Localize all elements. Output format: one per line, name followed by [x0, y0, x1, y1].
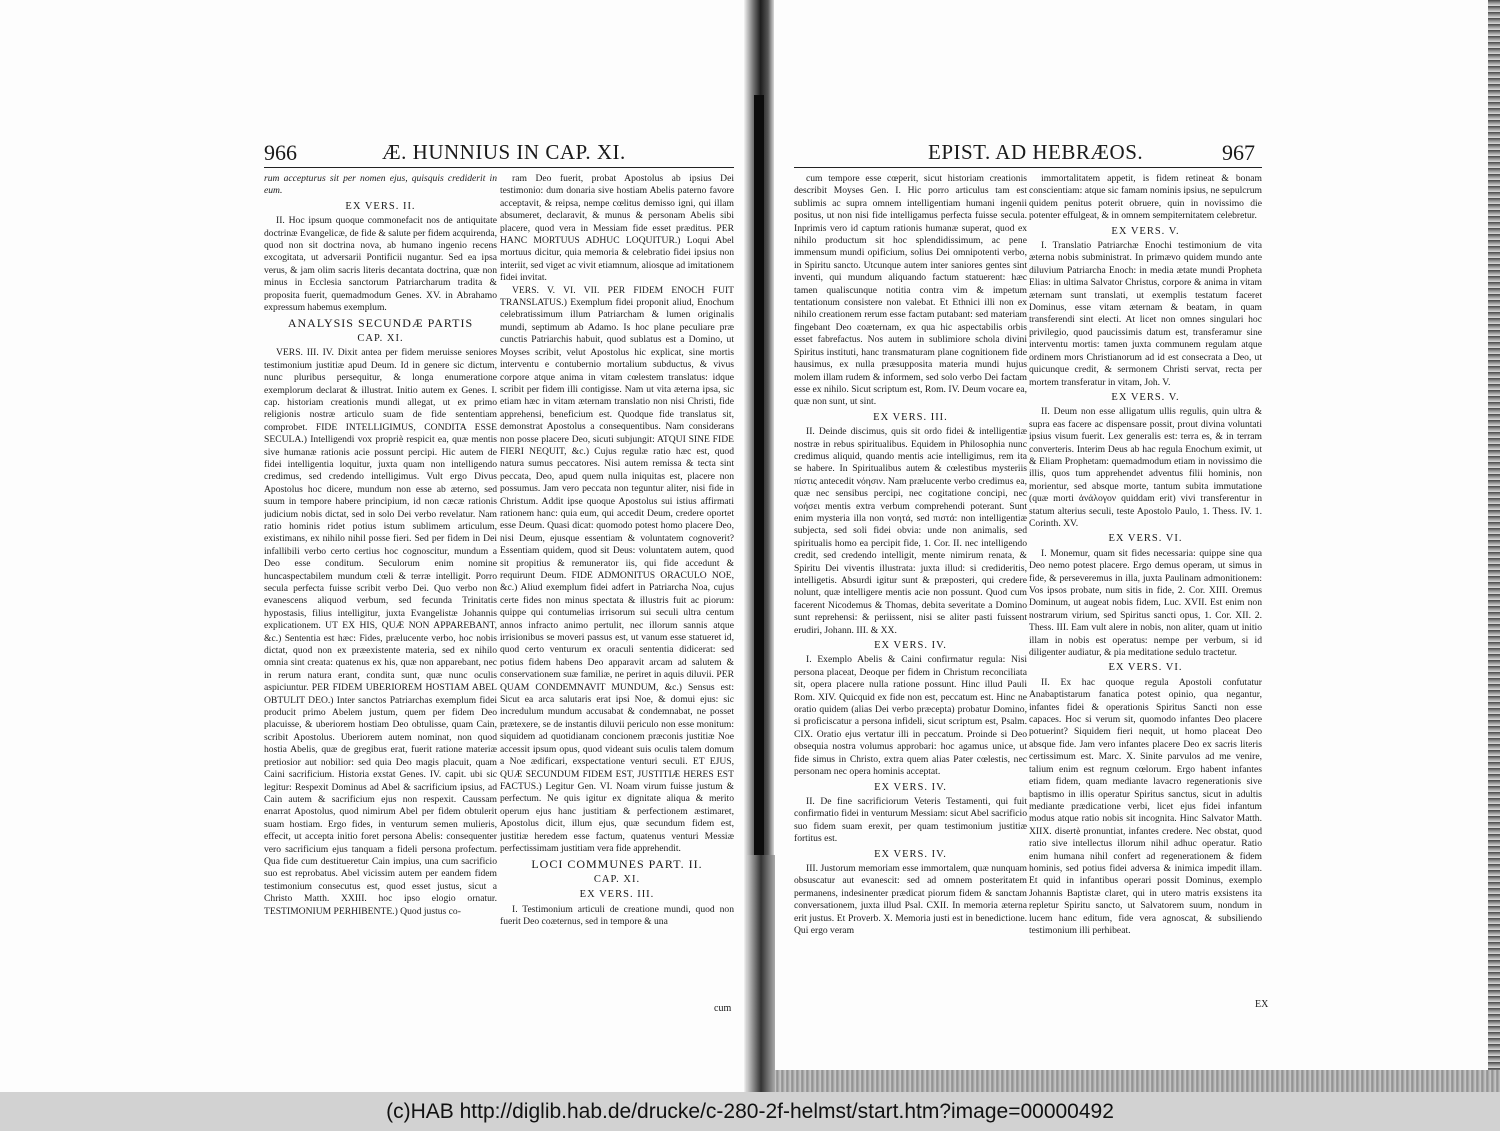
left-page-number: 966 — [264, 140, 297, 165]
left-page-column-2 — [500, 173, 734, 1003]
paragraph: ram Deo fuerit, probat Apostolus ab ipsius Dei testimonio: dum donaria sive hostiam Abelis paterno favore acceptavit, & reipsa, nempe cœlitus demisso igni, qui illam absumeret, declaravit, & munus & personam Abelis sibi placere, quod vera in Messiam fide esset præditus. PER HANC MORTUUS ADHUC LOQUITUR.) Loqui Abel mortuus dicitur, quia memoria & celebratio fidei ipsius non interiit, sed viget ac vivit etiamnum, aliosque ad imitationem fidei invitat. — [500, 173, 734, 284]
section-heading: EX VERS. III. — [873, 411, 948, 423]
section-heading: EX VERS. VI. — [1108, 662, 1183, 674]
paragraph: II. Hoc ipsum quoque commonefacit nos de antiquitate doctrinæ Evangelicæ, de fide & salute per fidem acquirenda, quod non sit doctrina nova, ab humano ingenio recens excogitata, ut adversarii Pontificii nugantur. Sed ea ipsa verus, & jam olim sacris literis decantata doctrina, quæ non minus in Ecclesia sanctorum Patriarcharum tradita & proposita fuerit, quemadmodum Genes. XV. in Abrahamo expressum habemus exemplum. — [264, 215, 497, 314]
paragraph: cum tempore esse cœperit, sicut historiam creationis describit Moyses Gen. I. Hic porro articulus tam est sublimis ac supra omnem intelligentiam humani ingenii positus, ut non nisi fide intelligamus perfecta fuisse secula. Inprimis vero id captum rationis humanæ superat, quod ex nihilo productum sit hoc splendidissimum, ac pene immensum mundi opificium, solius Dei omnipotenti verbo, in Spiritu sancto. Utcunque autem inter saniores gentes sint inventi, qui mundum aliquando factum statuerent: hæc tamen qualiscunque notitia contra vim & impetum tentationum consistere non valebat. Et Ethnici illi non ex nihilo creationem rerum esse factam putabant: sed materiam fingebant Deo coæternam, ex qua hic aspectabilis orbis esset fabrefactus. Nos autem in sublimiore schola divini Spiritus instituti, hanc transmaturam plane cognitionem fide hausimus, ex nulla præsupposita materia mundi hujus molem illam rudem & informem, sed solo verbo Dei factam esse ex nihilo. Sicut scriptum est, Rom. IV. Deum vocare ea, quæ non sunt, ut sint. — [794, 173, 1027, 408]
section-heading: ANALYSIS SECUNDÆ PARTIS — [287, 316, 474, 331]
paragraph: III. Justorum memoriam esse immortalem, quæ nunquam obsuscatur aut evanescit: sed ad omnem posteritatem permanens, indesinenter prædicat piorum fidem & sanctam conversationem, juxta illud Psal. CXII. In memoria æterna erit justus. Et Proverb. X. Memoria justi est in benedictione. Qui ergo veram — [794, 862, 1027, 936]
book-gutter-foot — [747, 855, 775, 1092]
paragraph: II. De fine sacrificiorum Veteris Testamenti, qui fuit confirmatio fidei in venturum Messiam: sicut Abel sacrificio suo fidem suam erexit, per quam testimonium justitiæ fortitus est. — [794, 795, 1027, 845]
right-page-column-2 — [1029, 173, 1262, 998]
paragraph: I. Translatio Patriarchæ Enochi testimonium de vita æterna nobis subministrat. In primævo quidem mundo ante diluvium Patriarcha Enoch: in media ætate mundi Propheta Elias: in ultima Salvator Christus, corpore & anima in vitam æternam sunt translati, ut exemplis testatum faceret Dominus, esse vitam æternam & beatam, in quam transferendi sint electi. At licet non omnes singulari hoc privilegio, quod paucissimis datum est, transferamur sine interventu mortis: tamen juxta communem regulam atque ordinem mors Christianorum ad id est consecrata a Deo, ut quicunque credit, & sermonem Christi servat, recta per mortem transferatur in vitam, Joh. V. — [1029, 240, 1262, 388]
paragraph: II. Ex hac quoque regula Apostoli confutatur Anabaptistarum fanatica potest opinio, qua negantur, infantes fidei & operationis Spiritus Sancti non esse capaces. Hoc si verum sit, quomodo infantes Deo placere potuerint? Siquidem fieri nequit, ut homo placeat Deo absque fide. Jam vero infantes placere Deo ex sacris literis certissimum est. Marc. X. Sinite parvulos ad me venire, talium enim est regnum cœlorum. Ergo habent infantes etiam fidem, quam mediante lavacro regenerationis sive baptismo in illis operatur Spiritus sanctus, sicut in adultis mediante prædicatione verbi, licet ejus fidei infantum modus atque ratio nobis sit incognita. Hinc Salvator Matth. XIIX. disertè pronuntiat, infantes credere. Nec obstat, quod ratio sive intellectus illorum nihil adhuc operatur. Ratio enim humana nihil confert ad regenerationem & fidem hominis, sed potius fidei adversa & inimica impedit illam. Et quid in infantibus operari possit Dominus, exemplo Johannis Baptistæ claret, qui in utero matris exsistens ita repletur Spiritu sancto, ut Salvatorem suum, nondum in lucem hanc editum, fide vera agnoscat, & subsiliendo testimonium illi perhibeat. — [1029, 676, 1262, 936]
paragraph: II. Deinde discimus, quis sit ordo fidei & intelligentiæ nostræ in rebus spiritualibus. Equidem in Philosophia nunc credimus aliquid, quando mentis acie intelligimus, rem ita se habere. In Spiritualibus autem & cœlestibus mysteriis πίστις antecedit νόησιν. Nam prælucente verbo credimus ea, quæ nec sensibus percipi, nec cogitatione concipi, nec νοήσει mentis extra verbum comprehendi poterant. Sunt enim mysteria illa non νοητά, sed πιστά: non intelligentiæ subjecta, sed soli fidei obvia: unde non animalis, sed spiritualis homo ea percipit fide, 1. Cor. II. nec intelligendo credit, sed credendo intelligit, mente nimirum renata, & Spiritu Dei viventis illustrata: juxta illud: si credideritis, intelligetis. Absurdi igitur sunt & præposteri, qui credere nolunt, quæ intelligere mentis acie non possunt. Quod cum facerent Nicodemus & Thomas, debita severitate a Domino sunt reprehensi: & periissent, nisi se aliter pasti fuissent erudiri, Johann. III. & XX. — [794, 426, 1027, 636]
italic-line: rum accepturus sit per nomen ejus, quisquis crediderit in eum. — [264, 173, 497, 197]
section-heading: EX VERS. V. — [1111, 391, 1180, 403]
paragraph: I. Monemur, quam sit fides necessaria: quippe sine qua Deo nemo potest placere. Ergo demus operam, ut simus in fide, & perseveremus in illa, juxta Paulinam admonitionem: Vos ipsos probate, num sitis in fide, 2. Cor. XIII. Oremus Dominum, ut augeat nobis fidem, Luc. XVII. Est enim non nostrarum virium, sed Spiritus sancti opus, 1. Cor. XII. 2. Thess. III. Eam vult alere in nobis, non aliter, quam ut initio illam in nobis est operatus: nempe per verbum, si id diligenter audiatur, & pia meditatione sedulo tractetur. — [1029, 547, 1262, 659]
paragraph: I. Exemplo Abelis & Caini confirmatur regula: Nisi persona placeat, Deoque per fidem in Christum reconciliata sit, opera placere nulla ratione possunt. Hinc illud Pauli Rom. XIV. Quicquid ex fide non est, peccatum est. Hinc ne oratio quidem (alias Dei verbo præcepta) probatur Domino, si proficiscatur a persona infideli, sicut scriptum est, Psalm. CIX. Oratio ejus vertatur illi in peccatum. Proinde si Deo obsequia nostra volumus approbari: hoc agamus unice, ut fide simus in Christo, extra quem alias Pater cœlestis, nec personam nec opera hominis acceptat. — [794, 654, 1027, 778]
section-heading: EX VERS. V. — [1111, 225, 1180, 237]
paragraph: VERS. III. IV. Dixit antea per fidem meruisse seniores testimonium justitiæ apud Deum. Id in genere sic dictum, nunc pluribus persequitur, & longa enumeratione exemplorum declarat & illustrat. Initio autem ex Genes. I. cap. historiam creationis mundi allegat, ut ex primo religionis nostræ articulo suam de fide sententiam comprobet. FIDE INTELLIGIMUS, CONDITA ESSE SECULA.) Intelligendi vox propriè respicit ea, quæ mentis sive humanæ rationis acie possunt percipi. Hic autem de fidei intelligentia loquitur, juxta quam non intelligendo credimus, sed credendo intelligimus. Vult ergo Divus Apostolus hoc dicere, mundum non esse ab æterno, sed suum in tempore habere principium, id non cæcæ rationis judicium nobis dictat, sed in solo Dei verbo revelatur. Nam ratio hominis ridet potius istum sublimem articulum, existimans, ex nihilo nihil posse fieri. Sed per fidem in Dei infallibili verbo certo certius hoc cognoscitur, mundum a Deo esse conditum. Seculorum enim nomine huncaspectabilem mundum cœli & terræ intelligit. Porro secula perfecta fuisse scribit verbo Dei. Quo verbo non evanescens aliquod verbum, sed fecunda Trinitatis hypostasis, filius intelligitur, juxta Evangelistæ Johannis explicationem. UT EX HIS, QUÆ NON APPAREBANT, &c.) Sententia est hæc: Fides, prælucente verbo, hoc nobis dictat, quod non ex præexistente materia, sed ex nihilo omnia sint creata: quatenus ex his, quæ non apparebant, nec in rerum natura erant, condita sunt, quæ nunc oculis aspiciuntur. PER FIDEM UBERIOREM HOSTIAM ABEL OBTULIT DEO.) Inter sanctos Patriarchas exemplum fidei producit primo Abelem justum, quem per fidem Deo placuisse, & uberiorem hostiam Deo obtulisse, quam Cain, scribit Apostolus. Uberiorem autem nominat, non quod hostia Abelis, quæ de gregibus erat, fuerit ratione materiæ pretiosior aut nobilior: sed quia Deo magis placuit, quam Caini sacrificium. Historia exstat Genes. IV. capit. ubi sic legitur: Respexit Dominus ad Abel & sacrificium ipsius, ad Cain autem & sacrificium ejus non respexit. Caussam enarrat Apostolus, quod nimirum Abel per fidem obtulerit suam hostiam. Ergo fides, in venturum semen mulieris, effecit, ut accepta initio foret persona Abelis: consequenter vero sacrificium ejus tanquam a fideli persona profectum. Qua fide cum destitueretur Cain impius, una cum sacrificio suo est reprobatus. Abel vicissim autem per eandem fidem testimonium consecutus est, quod esset justus, sicut a Christo Matth. XXIII. hoc ipso elogio ornatur. TESTIMONIUM PERHIBENTE.) Quod justus co- — [264, 347, 497, 917]
paragraph: I. Testimonium articuli de creatione mundi, quod non fuerit Deo coæternus, sed in tempore & una — [500, 903, 734, 927]
page-edge-right — [1488, 0, 1500, 1092]
right-page-number: 967 — [1222, 140, 1255, 165]
section-heading: CAP. XI. — [357, 332, 404, 344]
right-running-head: EPIST. AD HEBRÆOS. — [928, 140, 1144, 164]
paragraph: VERS. V. VI. VII. PER FIDEM ENOCH FUIT TRANSLATUS.) Exemplum fidei proponit aliud, Enochum celebratissimum illum Patriarcham & lumen originalis mundi, septimum ab Adamo. Is hoc plane peculiare præ cunctis Patriarchis habuit, quod sublatus est a Domino, ut Moyses scribit, velut Apostolus hic explicat, sine mortis interventu e contubernio mortalium subductus, & vivus corpore atque anima in vitam cœlestem translatus: idque scribit per fidem illi contigisse. Nam ut vita æterna ipsa, sic etiam hæc in vitam æternam translatio non nisi Christi, fide apprehensi, beneficium est. Quodque fide translatus sit, demonstrat Apostolus a consequentibus. Nam considerans non posse placere Deo, sicuti subjungit: ATQUI SINE FIDE FIERI NEQUIT, &c.) Cujus regulæ ratio hæc est, quod natura sumus peccatores. Nisi autem remissa & tecta sint peccata, Deo, apud quem nulla iniquitas est, placere non possumus. Jam vero peccata non teguntur aliter, nisi fide in Christum. Addit ipse quoque Apostolus sui istius affirmati rationem hanc: quia eum, qui accedit Deum, credere oportet esse Deum. Quasi dicat: quomodo potest homo placere Deo, nisi Deum, ejusque essentiam & voluntatem cognoverit? Essentiam quidem, quod sit Deus: voluntatem autem, quod sit propitius & remunerator iis, qui fide accedunt & requirunt Deum. FIDE ADMONITUS ORACULO NOE, &c.) Aliud exemplum fidei adfert in Patriarcha Noa, cujus certe fides non minus spectata & illustris fuit ac piorum: quippe qui contumelias irrisorum sui seculi ultra centum annos infracto animo pertulit, nec illorum sannis atque irrisionibus se moveri passus est, ut vanum esse statueret id, quod certo venturum ex oraculi sententia didicerat: sed potius fidem habens Deo apparavit arcam ad salutem & conservationem suæ familiæ, ne periret in aquis diluvii. PER QUAM CONDEMNAVIT MUNDUM, &c.) Sensus est: Sicut ea arca salutaris erat ipsi Noe, & domui ejus: sic incredulum mundum accusabat & condemnabat, ne posset prætexere, se de instantis diluvii periculo non esse monitum: siquidem ad quotidianam concionem præconis justitiæ Noe accessit ipsum opus, quod videant suis oculis talem domum a Noe ædificari, exspectatione venturi seculi. ET EJUS, QUÆ SECUNDUM FIDEM EST, JUSTITIÆ HERES EST FACTUS.) Legitur Gen. VI. Noam virum fuisse justum & perfectum. Ne quis igitur ex dignitate aliqua & merito operum ejus hanc justitiam & perfectionem æstimaret, Apostolus dicit, illum ejus, quæ secundum fidem est, justitiæ heredem esse factum, quatenus venturi Messiæ perfectissimam justitiam vera fide apprehendit. — [500, 284, 734, 854]
section-heading: EX VERS. IV. — [874, 848, 947, 860]
section-heading: LOCI COMMUNES PART. II. — [531, 857, 703, 872]
paragraph: immortalitatem appetit, is fidem retineat & bonam conscientiam: atque sic famam nominis ipsius, ne sepulcrum quidem penitus poterit obruere, quin in novissimo die potenter effulgeat, & in omnem sempiternitatem celebretur. — [1029, 173, 1262, 222]
section-heading: EX VERS. II. — [345, 200, 416, 212]
left-running-head: Æ. HUNNIUS IN CAP. XI. — [382, 140, 626, 164]
section-heading: EX VERS. IV. — [874, 640, 947, 652]
left-page-column-1 — [264, 173, 497, 973]
left-catchword: cum — [714, 1003, 732, 1014]
paragraph: II. Deum non esse alligatum ullis regulis, quin ultra & supra eas facere ac dispensare possit, prout divina voluntati ipsius visum fuerit. Lex generalis est: terra es, & in terram converteris. Interim Deus ab hac regula Enochum eximit, ut & Eliam Prophetam: quemadmodum etiam in novissimo die illis, quos tum apprehendet adventus filii hominis, non morientur, sed absque morte, tantum subita immutatione (quæ morti ἀνάλογον quiddam erit) vivi transferentur in statum alterius seculi, teste Apostolo Paulo, 1. Thess. IV. 1. Corinth. XV. — [1029, 406, 1262, 529]
section-heading: EX VERS. III. — [579, 889, 655, 901]
right-head-rule — [794, 167, 1262, 168]
page-edge-bottom — [775, 1070, 1500, 1092]
copyright-footer: (c)HAB http://diglib.hab.de/drucke/c-280-2f-helmst/start.htm?image=00000492 — [0, 1092, 1500, 1131]
section-heading: CAP. XI. — [593, 873, 641, 885]
book-gutter-shadow — [754, 95, 764, 855]
section-heading: EX VERS. IV. — [874, 781, 947, 793]
right-page-column-1 — [794, 173, 1027, 1008]
section-heading: EX VERS. VI. — [1108, 533, 1183, 545]
left-head-rule — [264, 167, 734, 168]
right-catchword: EX — [1255, 999, 1269, 1010]
